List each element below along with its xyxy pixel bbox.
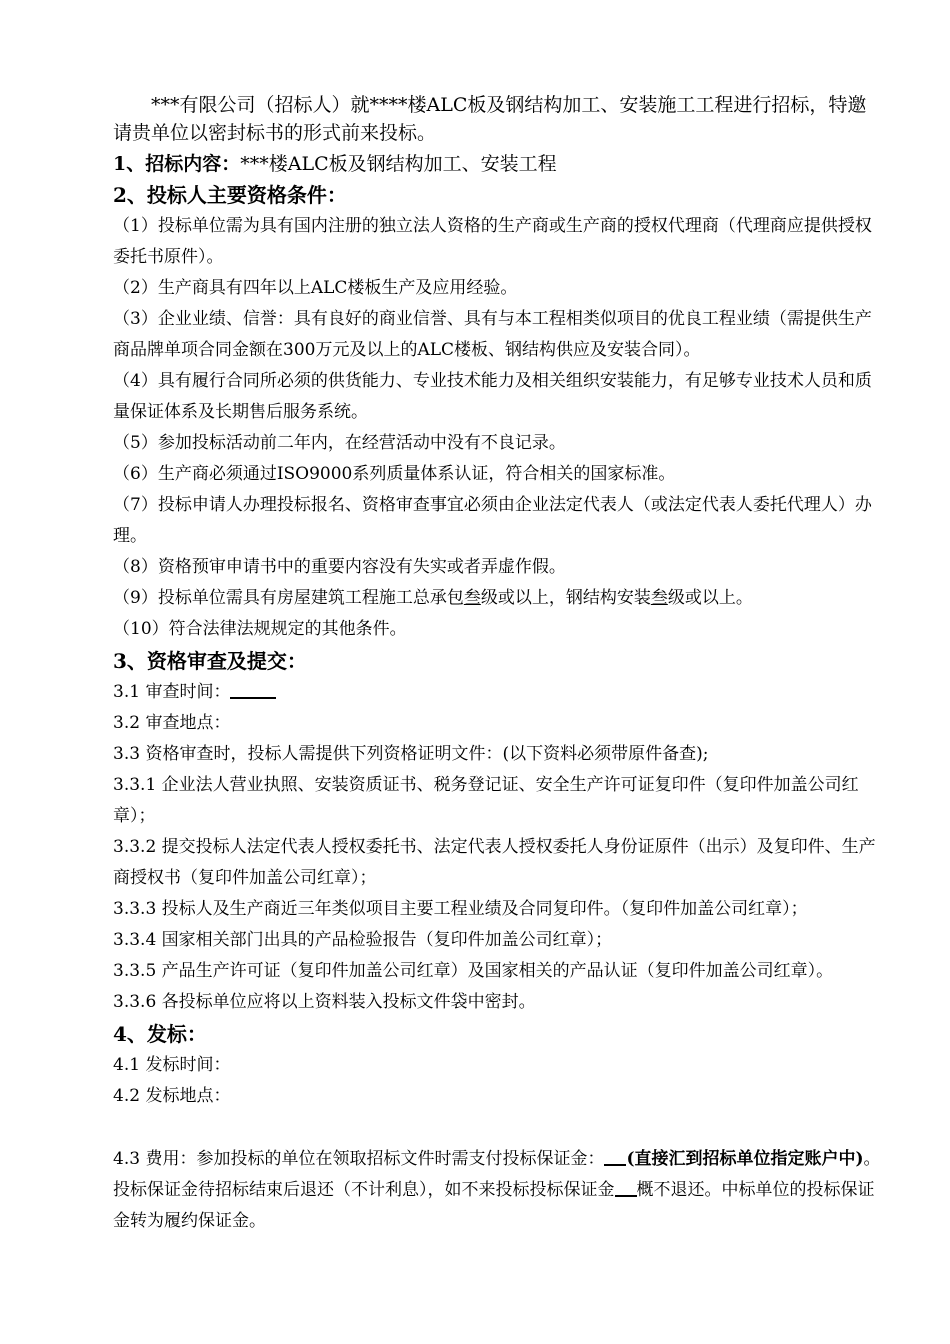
section-1: [113, 149, 883, 179]
qualification-item: （1）投标单位需为具有国内注册的独立法人资格的生产商或生产商的授权代理商（代理商应提供授权委托书原件）。: [113, 216, 872, 268]
qualification-item: （7）投标申请人办理投标报名、资格审查事宜必须由企业法定代表人（或法定代表人委托代理人）办理。: [113, 495, 872, 547]
section-1-text: ***楼ALC板及钢结构加工、安装工程: [240, 153, 557, 176]
qualification-item-9: （9）投标单位需具有房屋建筑工程施工总承包叁级或以上，钢结构安装叁级或以上。: [113, 588, 753, 609]
review-item: 3.3.3 投标人及生产商近三年类似项目主要工程业绩及合同复印件。（复印件加盖公司红章）；: [113, 899, 808, 920]
section-2-heading: 2、投标人主要资格条件：: [113, 183, 347, 208]
grade-underlined: 叁: [650, 588, 668, 609]
fill-in-blank: [230, 681, 276, 699]
qualification-item: （6）生产商必须通过ISO9000系列质量体系认证，符合相关的国家标准。: [113, 464, 676, 485]
review-item: 3.3.2 提交投标人法定代表人授权委托书、法定代表人授权委托人身份证原件（出示）及复印件、生产商授权书（复印件加盖公司红章）；: [113, 837, 876, 889]
review-item: 3.2 审查地点：: [113, 713, 231, 734]
qualification-item: （5）参加投标活动前二年内，在经营活动中没有不良记录。: [113, 433, 566, 454]
review-item: 3.3.6 各投标单位应将以上资料装入投标文件袋中密封。: [113, 992, 536, 1013]
section-3-heading: 3、资格审查及提交：: [113, 649, 307, 674]
issue-item: 4.2 发标地点：: [113, 1086, 231, 1107]
section-4-heading: 4、发标：: [113, 1022, 207, 1047]
qualification-item: （3）企业业绩、信誉：具有良好的商业信誉、具有与本工程相类似项目的优良工程业绩（需提供生产商品牌单项合同金额在300万元及以上的ALC楼板、钢结构供应及安装合同）。: [113, 309, 872, 361]
spacer: [113, 1112, 883, 1144]
qualification-item: （10）符合法律法规规定的其他条件。: [113, 619, 407, 640]
review-item: 3.3 资格审查时，投标人需提供下列资格证明文件：(以下资料必须带原件备查);: [113, 744, 709, 765]
fill-in-blank: [604, 1148, 626, 1166]
qualification-item: （2）生产商具有四年以上ALC楼板生产及应用经验。: [113, 278, 518, 299]
review-item: 3.3.5 产品生产许可证（复印件加盖公司红章）及国家相关的产品认证（复印件加盖公司红章）。: [113, 961, 834, 982]
issue-item: 4.1 发标时间：: [113, 1055, 231, 1076]
fill-in-blank: [615, 1179, 637, 1197]
qualification-item: （8）资格预审申请书中的重要内容没有失实或者弄虚作假。: [113, 557, 566, 578]
review-item: 3.3.4 国家相关部门出具的产品检验报告（复印件加盖公司红章）；: [113, 930, 613, 951]
intro-paragraph: ***有限公司（招标人）就****楼ALC板及钢结构加工、安装施工工程进行招标，特邀请贵单位以密封标书的形式前来投标。: [113, 94, 867, 144]
review-item: 3.3.1 企业法人营业执照、安装资质证书、税务登记证、安全生产许可证复印件（复印件加盖公司红章）；: [113, 775, 859, 827]
document-page: [113, 92, 883, 1237]
qualification-item: （4）具有履行合同所必须的供货能力、专业技术能力及相关组织安装能力，有足够专业技术人员和质量保证体系及长期售后服务系统。: [113, 371, 872, 423]
grade-underlined: 叁: [463, 588, 481, 609]
fee-paragraph: 4.3 费用：参加投标的单位在领取招标文件时需支付投标保证金： (直接汇到招标单位指定账户中)。投标保证金待招标结束后退还（不计利息），如不来投标投标保证金 概不退还。中标单位的投标保证金转为履约保证金。: [113, 1149, 881, 1232]
review-item: 3.1 审查时间：: [113, 677, 883, 708]
section-1-heading: 1、招标内容：: [113, 153, 241, 176]
